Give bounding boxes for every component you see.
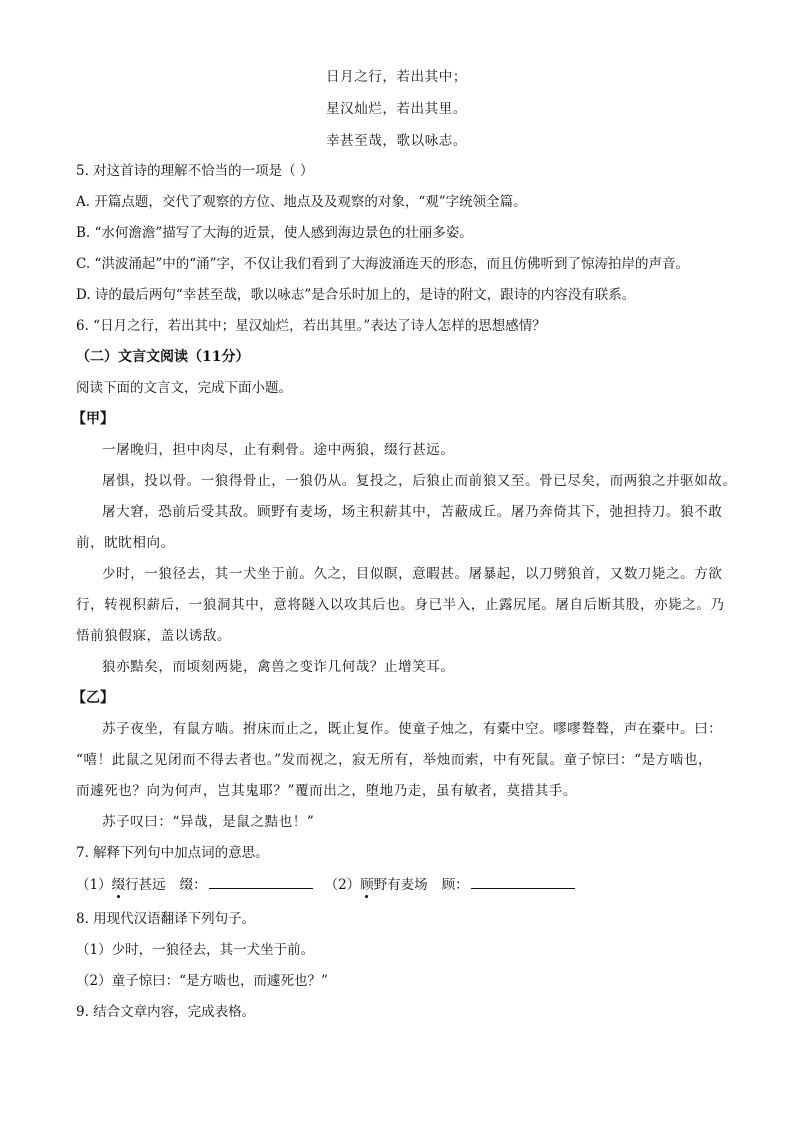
question-7-stem: 7. 解释下列句中加点词的意思。 — [76, 845, 269, 861]
question-8-sentence-2: （2）童子惊曰：“是方啮也，而遽死也？” — [76, 973, 328, 989]
section-2-instruction: 阅读下面的文言文，完成下面小题。 — [76, 380, 292, 396]
passage-jia-label: 【甲】 — [72, 411, 114, 427]
passage-jia-paragraph-3-line-2: 前，眈眈相向。 — [76, 535, 175, 551]
question-7-item-2-answer-blank[interactable] — [471, 874, 575, 889]
question-7-item-1-prefix: （1） — [76, 877, 112, 893]
question-7-item-2-prefix: （2） — [324, 877, 361, 893]
poem-line-1: 日月之行，若出其中； — [326, 69, 467, 85]
passage-jia-paragraph-4-line-1: 少时，一狼径去，其一犬坐于前。久之，目似瞑，意暇甚。屠暴起，以刀劈狼首，又数刀毙之。方欲 — [102, 566, 723, 582]
passage-jia-paragraph-4-line-2: 行，转视积薪后，一狼洞其中，意将隧入以攻其后也。身已半入，止露尻尾。屠自后断其股，亦毙之。乃 — [76, 597, 725, 613]
question-5-option-c: C. “洪波涌起”中的“涌”字，不仅让我们看到了大海波涌连天的形态，而且仿佛听到了惊涛拍岸的声音。 — [76, 256, 690, 272]
question-7-item-1-dotted-word: 缀 — [111, 877, 126, 893]
question-7-items — [76, 874, 575, 895]
passage-jia-paragraph-2: 屠惧，投以骨。一狼得骨止，一狼仍从。复投之，后狼止而前狼又至。骨已尽矣，而两狼之并驱如故。 — [102, 473, 737, 489]
passage-yi-paragraph-1-line-1: 苏子夜坐，有鼠方啮。拊床而止之，既止复作。使童子烛之，有橐中空。嘐嘐聱聱，声在橐中。曰： — [102, 721, 723, 737]
poem-line-2: 星汉灿烂，若出其里。 — [326, 101, 467, 117]
question-5-option-d: D. 诗的最后两句“幸甚至哉，歌以咏志”是合乐时加上的，是诗的附文，跟诗的内容没有联系。 — [76, 287, 636, 303]
question-7-item-2-label: 顾： — [441, 877, 469, 893]
question-7-item-1-answer-blank[interactable] — [209, 874, 313, 889]
question-5-stem: 5. 对这首诗的理解不恰当的一项是（ ） — [76, 163, 314, 179]
question-7-item-1-label: 缀： — [179, 877, 207, 893]
passage-yi-paragraph-1-line-3: 而遽死也？向为何声，岂其鬼耶？”覆而出之，堕地乃走，虽有敏者，莫措其手。 — [76, 783, 578, 799]
question-8-stem: 8. 用现代汉语翻译下列句子。 — [76, 911, 256, 927]
passage-jia-paragraph-1: 一屠晚归，担中肉尽，止有剩骨。途中两狼，缀行甚远。 — [102, 442, 455, 458]
passage-yi-label: 【乙】 — [72, 690, 114, 706]
question-5-option-a: A. 开篇点题，交代了观察的方位、地点及及观察的对象，“观”字统领全篇。 — [76, 194, 527, 210]
passage-jia-paragraph-4-line-3: 悟前狼假寐，盖以诱敌。 — [76, 628, 232, 644]
question-7-item-1-rest: 行甚远 — [125, 877, 166, 893]
question-9: 9. 结合文章内容，完成表格。 — [76, 1004, 256, 1020]
section-2-title: （二）文言文阅读（11分） — [76, 349, 250, 365]
question-5-option-b: B. “水何澹澹”描写了大海的近景，使人感到海边景色的壮丽多姿。 — [76, 225, 473, 241]
passage-jia-paragraph-3-line-1: 屠大窘，恐前后受其敌。顾野有麦场，场主积薪其中，苫蔽成丘。屠乃奔倚其下，弛担持刀。狼不敢 — [102, 504, 723, 520]
question-8-sentence-1: （1）少时，一狼径去，其一犬坐于前。 — [76, 942, 315, 958]
poem-line-3: 幸甚至哉，歌以咏志。 — [326, 133, 467, 149]
passage-yi-paragraph-2: 苏子叹曰：“异哉，是鼠之黠也！” — [102, 814, 315, 830]
question-7-item-2-rest: 野有麦场 — [373, 877, 428, 893]
passage-jia-paragraph-5: 狼亦黠矣，而顷刻两毙，禽兽之变诈几何哉？止增笑耳。 — [102, 659, 455, 675]
passage-yi-paragraph-1-line-2: “嘻！此鼠之见闭而不得去者也。”发而视之，寂无所有，举烛而索，中有死鼠。童子惊曰：“是方啮也， — [76, 752, 713, 768]
question-6: 6. “日月之行，若出其中；星汉灿烂，若出其里。”表达了诗人怎样的思想感情？ — [76, 318, 546, 334]
question-7-item-2-dotted-word: 顾 — [360, 877, 374, 893]
